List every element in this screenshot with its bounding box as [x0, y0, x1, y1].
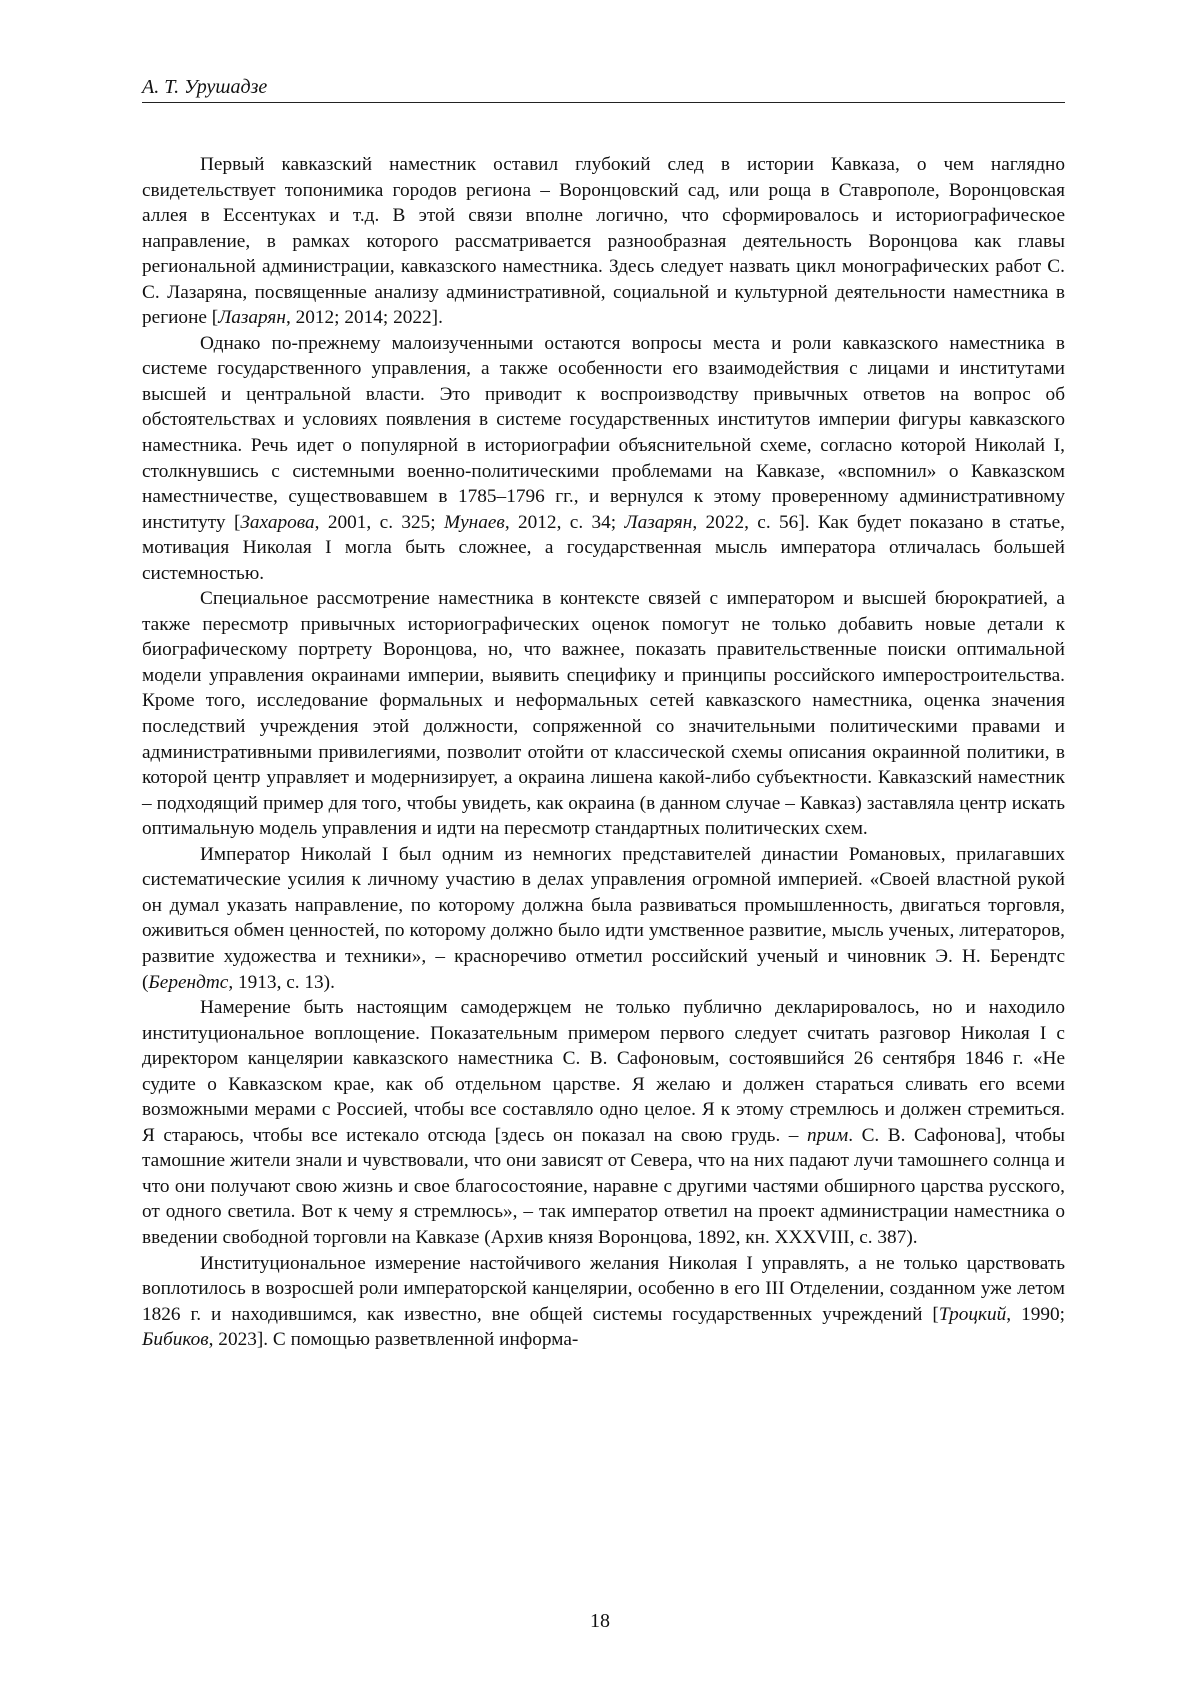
- text-segment: , 1990;: [1006, 1304, 1065, 1325]
- editor-note-abbrev: прим: [807, 1125, 848, 1146]
- citation-author: Бибиков: [142, 1329, 209, 1350]
- text-segment: Первый кавказский наместник оставил глубокий след в истории Кавказа, о чем наглядно свидетельствует топонимика городов региона – Воронцовский сад, или роща в Ставрополе, Во­ронцовская аллея в Ессентуках и т.д. В этой связи вполне логично, что сформировалось и исто­риографическое направление, в рамках которого рассматривается разнообразная деятельность Воронцова как главы региональной администрации, кавказского наместника. Здесь следует назвать цикл монографических работ С. С. Лазаряна, посвященные анализу административной, социальной и культурной деятельности наместника в регионе [: [142, 154, 1065, 328]
- text-segment: , 2022, с. 56]. Как будет показано в статье, мотивация Николая I могла быть сложнее, а государственная мысль императора отличалась большей системностью.: [142, 512, 1065, 584]
- citation-author: Берендтс: [148, 972, 228, 993]
- article-body: [142, 152, 1065, 1353]
- text-segment: , 2012; 2014; 2022].: [286, 307, 443, 328]
- body-paragraph: [142, 842, 1065, 995]
- text-segment: , 2001, с. 325;: [315, 512, 444, 533]
- text-segment: , 2023]. С помощью разветвленной информа-: [209, 1329, 579, 1350]
- citation-author: Троцкий: [939, 1304, 1006, 1325]
- text-segment: Император Николай I был одним из немногих представителей династии Романовых, при­лагавших систематические усилия к личному участию в делах управления огромной империей. «Своей властной рукой он думал указать направление, по которому должна была развиваться промышленность, двигаться торговля, оживиться обмен ценностей, по которому должно было идти умственное развитие, мысль ученых, литераторов, развитие художества и техники», – красноречиво отметил российский ученый и чиновник Э. Н. Берендтс (: [142, 844, 1065, 993]
- text-segment: Специальное рассмотрение наместника в контексте связей с императором и высшей бю­рократией, а также пересмотр привычных историографических оценок помогут не только доба­вить новые детали к биографическому портрету Воронцова, но, что важнее, показать прави­тельственные поиски оптимальной модели управления окраинами империи, выявить специфи­ку и принципы российского имперостроительства. Кроме того, исследование формальных и неформальных сетей кавказского наместника, оценка значения последствий учреждения этой должности, сопряженной со значительными политическими правами и административными привилегиями, позволит отойти от классической схемы описания окраинной политики, в кото­рой центр управляет и модернизирует, а окраина лишена какой-либо субъектности. Кавказский наместник – подходящий пример для того, чтобы увидеть, как окраина (в данном случае – Кав­каз) заставляла центр искать оптимальную модель управления и идти на пересмотр стандарт­ных политических схем.: [142, 588, 1065, 839]
- body-paragraph: [142, 152, 1065, 331]
- citation-author: Лазарян: [625, 512, 693, 533]
- body-paragraph: [142, 586, 1065, 841]
- text-segment: , 1913, с. 13).: [228, 972, 335, 993]
- citation-author: Лазарян: [218, 307, 286, 328]
- citation-author: Захарова: [240, 512, 314, 533]
- text-segment: Институциональное измерение настойчивого желания Николая I управлять, а не только царствовать воплотилось в возросшей роли императорской канцелярии, особенно в его III От­делении, созданном уже летом 1826 г. и находившимся, как известно, вне общей системы госу­дарственных учреждений [: [142, 1253, 1065, 1325]
- citation-author: Мунаев: [444, 512, 505, 533]
- text-segment: Однако по-прежнему малоизученными остаются вопросы места и роли кавказского наместника в системе государственного управления, а также особенности его взаимодействия с лицами и институтами высшей и центральной власти. Это приводит к воспроизводству при­вычных ответов на вопрос об обстоятельствах и условиях появления в системе государствен­ных институтов империи фигуры кавказского наместника. Речь идет о популярной в историо­графии объяснительной схеме, согласно которой Николай I, столкнувшись с системными воен­но-политическими проблемами на Кавказе, «вспомнил» о Кавказском наместничестве, суще­ствовавшем в 1785–1796 гг., и вернулся к этому проверенному административному институту [: [142, 333, 1065, 533]
- text-segment: Намерение быть настоящим самодержцем не только публично декларировалось, но и находило институциональное воплощение. Показательным примером первого следует считать разговор Николая I с директором канцелярии кавказского наместника С. В. Сафоновым, состо­явшийся 26 сентября 1846 г. «Не судите о Кавказском крае, как об отдельном царстве. Я желаю и должен стараться сливать его всеми возможными мерами с Россией, чтобы все составляло одно целое. Я к этому стремлюсь и должен стремиться. Я стараюсь, чтобы все истекало отсюда [здесь он показал на свою грудь. –: [142, 997, 1065, 1146]
- header-divider: [142, 102, 1065, 103]
- body-paragraph: [142, 1251, 1065, 1353]
- text-segment: . С. В. Сафонова], чтобы тамошние жители знали и чув­ствовали, что они зависят от Севера, что на них падают лучи тамошнего солнца и что они по­лучают свою жизнь и свое благосостояние, наравне с другими частями обширного царства рус­ского, от одного светила. Вот к чему я стремлюсь», – так император ответил на проект админи­страции наместника о введении свободной торговли на Кавказе (Архив князя Воронцова, 1892, кн. XXXVIII, с. 387).: [142, 1125, 1065, 1248]
- running-header-author: А. Т. Урушадзе: [142, 76, 267, 99]
- body-paragraph: [142, 995, 1065, 1250]
- page-number: 18: [0, 1610, 1200, 1633]
- text-segment: , 2012, с. 34;: [505, 512, 625, 533]
- body-paragraph: [142, 331, 1065, 586]
- document-page: [0, 0, 1200, 1697]
